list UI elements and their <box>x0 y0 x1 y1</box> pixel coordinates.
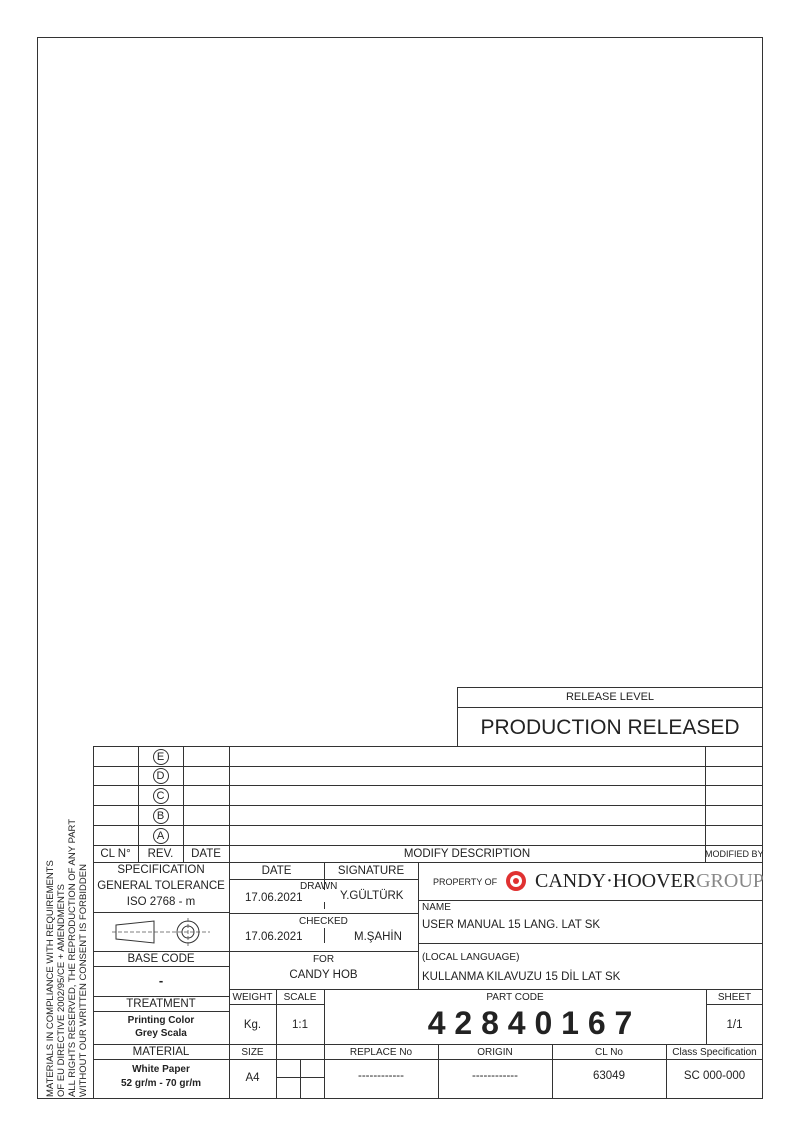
info-line <box>229 951 418 952</box>
name-line <box>418 943 763 944</box>
weight-value: Kg. <box>243 1019 262 1031</box>
scale-label: SCALE <box>283 992 317 1003</box>
company-name-group: GROUP <box>696 870 764 892</box>
sheet-value: 1/1 <box>726 1019 743 1031</box>
drawn-signature: Y.GÜLTÜRK <box>340 890 404 902</box>
cl-no-label: CL No <box>595 1047 623 1058</box>
base-code-value: - <box>158 973 164 988</box>
rev-header-bottom <box>93 862 763 863</box>
info-line <box>229 913 418 914</box>
drawn-label: DRAWN <box>300 881 338 892</box>
info-line <box>324 928 325 943</box>
specification-label: SPECIFICATION <box>117 864 205 876</box>
release-level-label: RELEASE LEVEL <box>565 691 655 703</box>
rev-row-line <box>93 766 763 767</box>
part-code-col <box>706 989 707 1044</box>
material-label: MATERIAL <box>132 1046 190 1058</box>
replace-value: ------------ <box>358 1070 404 1082</box>
side-note-line-4: WITHOUT OUR WRITTEN CONSENT IS FORBIDDEN <box>78 864 89 1097</box>
rev-letter-e: E <box>138 749 183 765</box>
left-col-line <box>93 1044 229 1045</box>
candy-hoover-logo-icon <box>505 870 527 892</box>
modified-by-header: MODIFIED BY <box>705 849 764 859</box>
material-value-2: 52 gr/m - 70 gr/m <box>120 1078 202 1089</box>
name-label: NAME <box>422 902 451 913</box>
general-tolerance: GENERAL TOLERANCE <box>97 880 225 892</box>
for-label: FOR <box>312 954 335 965</box>
rev-letter-d: D <box>138 768 183 784</box>
iso-standard: ISO 2768 - m <box>126 896 196 908</box>
sheet-label: SHEET <box>717 992 752 1003</box>
size-value: A4 <box>245 1072 260 1084</box>
left-col-line <box>93 966 229 967</box>
origin-value: ------------ <box>472 1070 518 1082</box>
title-block-top <box>93 746 763 747</box>
bottom-row-col <box>276 1044 277 1099</box>
origin-label: ORIGIN <box>477 1047 513 1058</box>
rev-col-line <box>183 746 184 862</box>
size-box-line <box>300 1059 301 1099</box>
rev-row-line <box>93 805 763 806</box>
part-code-col <box>276 989 277 1044</box>
info-line <box>324 902 325 909</box>
class-specification-label: Class Specification <box>672 1047 757 1058</box>
projection-symbol-icon <box>110 917 212 947</box>
checked-date: 17.06.2021 <box>245 931 303 943</box>
treatment-value-1: Printing Color <box>127 1015 195 1026</box>
name-value: USER MANUAL 15 LANG. LAT SK <box>422 919 601 931</box>
rev-letter-a: A <box>138 828 183 844</box>
left-col-line <box>93 1059 229 1060</box>
base-code-label: BASE CODE <box>127 953 195 965</box>
side-note-line-1: MATERIALS IN COMPLIANCE WITH REQUIREMENTS <box>45 860 56 1097</box>
replace-label: REPLACE No <box>349 1047 413 1058</box>
name-line <box>418 900 763 901</box>
left-col-divider <box>229 746 230 1099</box>
left-col-line <box>93 996 229 997</box>
side-note-line-2: OF EU DIRECTIVE 2002/95/CE + AMENDMENTS <box>56 883 67 1097</box>
rev-letter-b: B <box>138 808 183 824</box>
rev-header: REV. <box>147 848 174 860</box>
bottom-row-line <box>229 1059 763 1060</box>
rev-letter-c: C <box>138 788 183 804</box>
left-col-line <box>93 951 229 952</box>
local-language-value: KULLANMA KILAVUZU 15 DİL LAT SK <box>422 971 621 983</box>
date-header: DATE <box>191 848 221 860</box>
local-language-label: (LOCAL LANGUAGE) <box>422 952 520 963</box>
treatment-value-2: Grey Scala <box>135 1028 187 1039</box>
drawn-date: 17.06.2021 <box>245 892 303 904</box>
cl-no-value: 63049 <box>593 1070 625 1082</box>
for-value: CANDY HOB <box>289 969 358 981</box>
property-of-label: PROPERTY OF <box>433 877 498 887</box>
class-specification-value: SC 000-000 <box>683 1070 746 1082</box>
rev-row-line <box>93 785 763 786</box>
bottom-row-top <box>229 1044 763 1045</box>
release-level-value: PRODUCTION RELEASED <box>480 716 740 739</box>
checked-label: CHECKED <box>299 916 348 927</box>
rev-row-line <box>93 825 763 826</box>
size-label: SIZE <box>241 1047 264 1058</box>
part-code-value: 4 2 8 4 0 1 6 7 <box>427 1005 633 1041</box>
left-col-line <box>93 912 229 913</box>
side-note-line-3: ALL RIGHTS RESERVED, THE REPRODUCTION OF ANY PART <box>67 818 78 1097</box>
release-box-top-border <box>457 687 763 688</box>
info-col-divider <box>418 862 419 989</box>
cl-no-header: CL N° <box>100 848 131 860</box>
part-code-line <box>706 1004 763 1005</box>
signature-header: SIGNATURE <box>337 865 405 877</box>
scale-value: 1:1 <box>292 1019 308 1031</box>
release-box-divider <box>457 707 763 708</box>
company-name-main: CANDY·HOOVER <box>535 870 697 892</box>
rev-row-line <box>93 845 763 846</box>
part-code-label: PART CODE <box>486 992 544 1003</box>
weight-label: WEIGHT <box>232 992 273 1003</box>
part-code-top <box>229 989 763 990</box>
checked-signature: M.ŞAHİN <box>354 931 402 943</box>
rev-col-line <box>705 746 706 862</box>
size-box-line <box>276 1077 324 1078</box>
modify-description-header: MODIFY DESCRIPTION <box>403 848 531 860</box>
material-value-1: White Paper <box>132 1064 190 1075</box>
left-col-line <box>93 1011 229 1012</box>
drawing-date-header: DATE <box>261 865 292 877</box>
treatment-label: TREATMENT <box>126 998 196 1010</box>
company-name <box>535 871 764 891</box>
